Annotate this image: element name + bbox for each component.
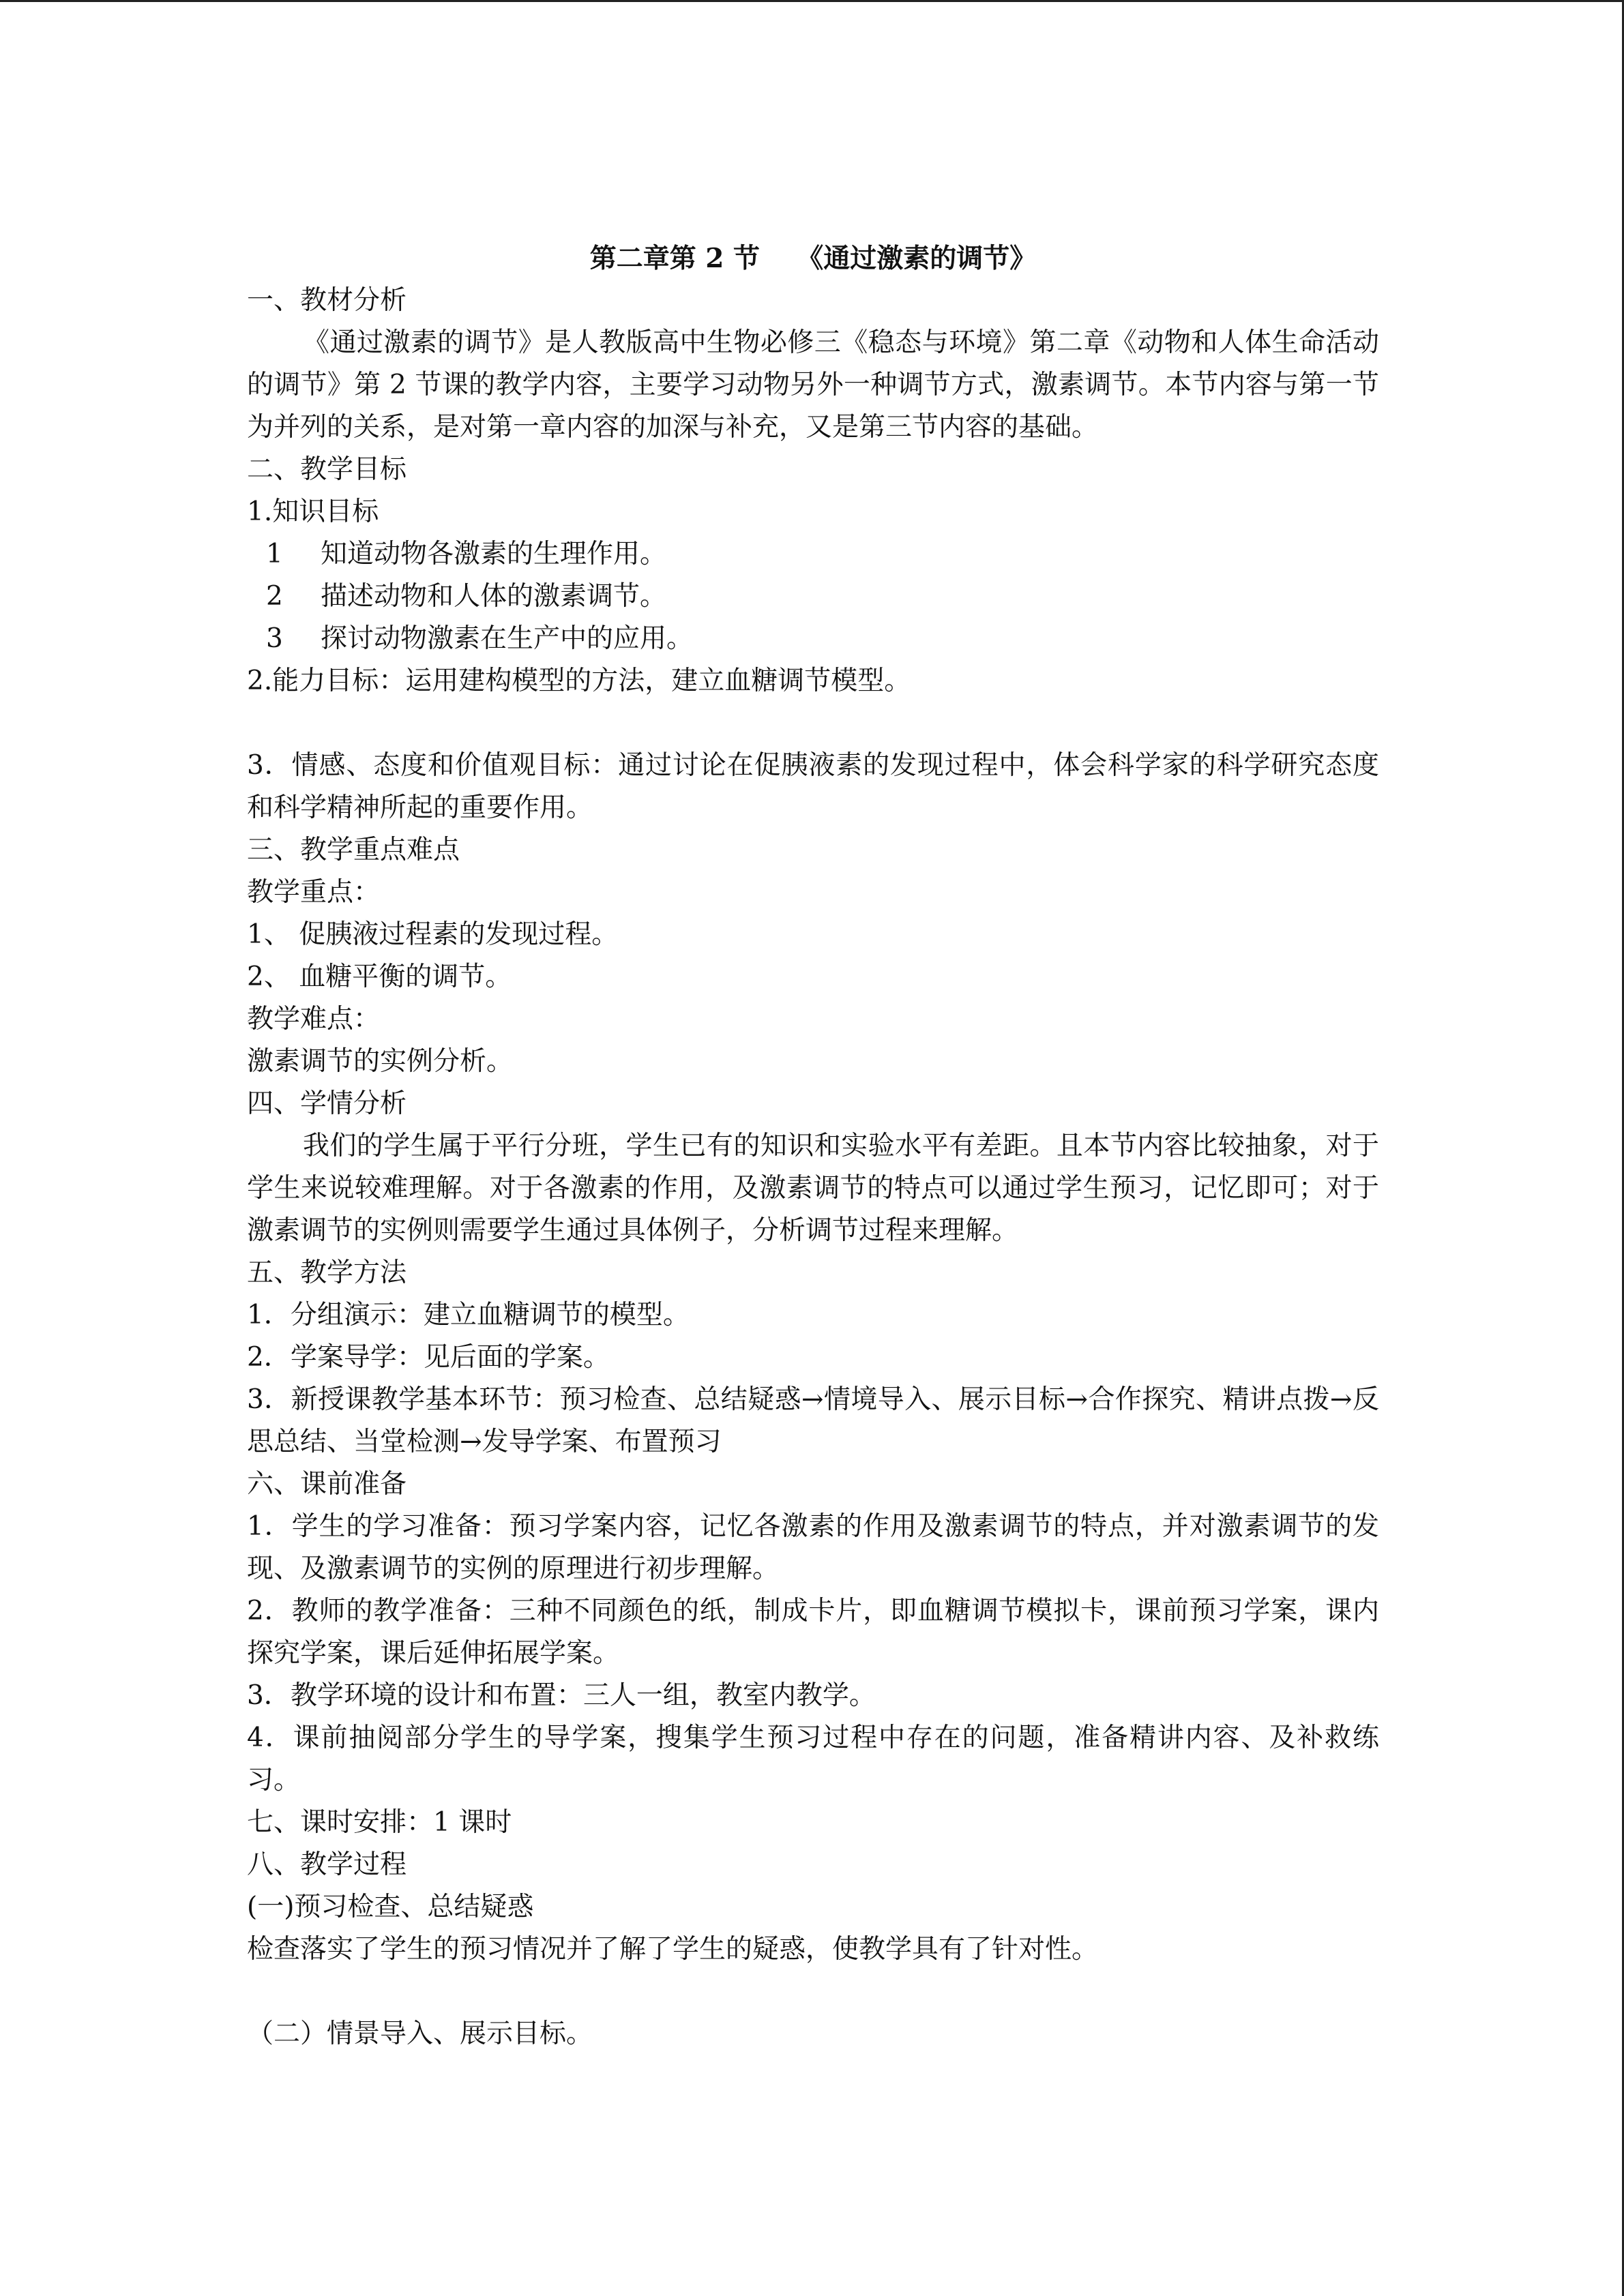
teaching-method-item: 2．学案导学：见后面的学案。 [247, 1342, 610, 1373]
emotion-objective: 3．情感、态度和价值观目标：通过讨论在促胰液素的发现过程中，体会科学家的科学研究态度和科学精神所起的重要作用。 [247, 750, 1379, 823]
process-subheading-scene-introduction: （二）情景导入、展示目标。 [247, 2018, 593, 2049]
process-subheading-preview-check: (一)预习检查、总结疑惑 [247, 1892, 534, 1922]
preparation-item: 1．学生的学习准备：预习学案内容，记忆各激素的作用及激素调节的特点，并对激素调节的发现、及激素调节的实例的原理进行初步理解。 [247, 1511, 1379, 1584]
teaching-focus-item: 1、 促胰液过程素的发现过程。 [247, 919, 619, 950]
teaching-focus-item: 2、 血糖平衡的调节。 [247, 961, 512, 992]
process-preview-check-text: 检查落实了学生的预习情况并了解了学生的疑惑，使教学具有了针对性。 [247, 1934, 1099, 1965]
item-text: 描述动物和人体的激素调节。 [321, 581, 667, 612]
section-heading-teaching-objectives: 二、教学目标 [247, 454, 407, 485]
knowledge-objective-item [247, 533, 1379, 576]
item-text: 探讨动物激素在生产中的应用。 [321, 623, 694, 654]
preparation-item: 4．课前抽阅部分学生的导学案，搜集学生预习过程中存在的问题，准备精讲内容、及补救练习。 [247, 1723, 1379, 1795]
item-text: 知道动物各激素的生理作用。 [321, 539, 667, 569]
section-heading-textbook-analysis: 一、教材分析 [247, 285, 407, 316]
knowledge-objective-item [247, 576, 1379, 618]
blank-line [247, 1971, 1379, 2013]
knowledge-objective-item [247, 618, 1379, 660]
knowledge-objectives-label: 1.知识目标 [247, 496, 379, 527]
section-heading-schedule: 七、课时安排：1 课时 [247, 1807, 512, 1838]
section-heading-key-points: 三、教学重点难点 [247, 835, 460, 865]
teaching-method-item: 1．分组演示：建立血糖调节的模型。 [247, 1300, 690, 1330]
section-heading-teaching-process: 八、教学过程 [247, 1849, 407, 1880]
preparation-item: 2．教师的教学准备：三种不同颜色的纸，制成卡片，即血糖调节模拟卡，课前预习学案，课内探究学案，课后延伸拓展学案。 [247, 1596, 1379, 1669]
section-heading-student-analysis: 四、学情分析 [247, 1088, 407, 1119]
item-number: 3 [266, 623, 283, 654]
document-title: 第二章第 2 节 《通过激素的调节》 [589, 243, 1037, 274]
teaching-difficulty-text: 激素调节的实例分析。 [247, 1046, 514, 1077]
item-number: 1 [266, 539, 283, 569]
textbook-analysis-paragraph: 《通过激素的调节》是人教版高中生物必修三《稳态与环境》第二章《动物和人体生命活动的调节》第 2 节课的教学内容，主要学习动物另外一种调节方式，激素调节。本节内容与第一节为并列的关系，是对第一章内容的加深与补充，又是第三节内容的基础。 [247, 327, 1379, 443]
teaching-method-item: 3．新授课教学基本环节：预习检查、总结疑惑→情境导入、展示目标→合作探究、精讲点拨→反思总结、当堂检测→发导学案、布置预习 [247, 1384, 1379, 1457]
document-body [247, 237, 1379, 2055]
teaching-focus-label: 教学重点： [247, 877, 381, 908]
student-analysis-paragraph: 我们的学生属于平行分班，学生已有的知识和实验水平有差距。且本节内容比较抽象，对于学生来说较难理解。对于各激素的作用，及激素调节的特点可以通过学生预习，记忆即可；对于激素调节的实例则需要学生通过具体例子，分析调节过程来理解。 [247, 1131, 1379, 1246]
section-heading-preparation: 六、课前准备 [247, 1469, 407, 1500]
section-heading-teaching-methods: 五、教学方法 [247, 1257, 407, 1288]
preparation-item: 3．教学环境的设计和布置：三人一组，教室内教学。 [247, 1680, 876, 1711]
item-number: 2 [266, 581, 283, 612]
blank-line [247, 702, 1379, 745]
ability-objective: 2.能力目标：运用建构模型的方法，建立血糖调节模型。 [247, 666, 911, 696]
teaching-difficulty-label: 教学难点： [247, 1004, 381, 1034]
